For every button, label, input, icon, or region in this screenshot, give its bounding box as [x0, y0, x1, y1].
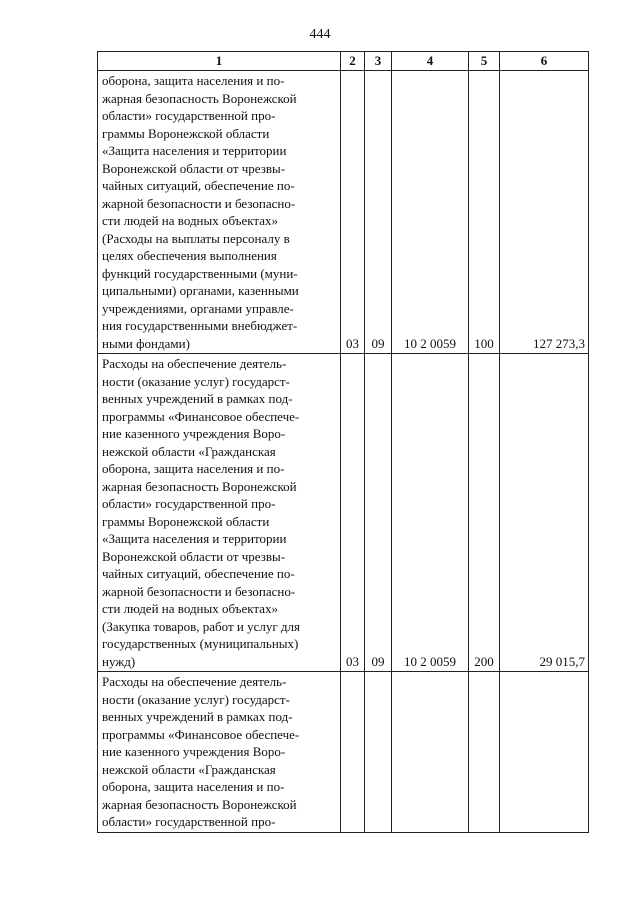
row-section-code: 03 — [341, 71, 365, 354]
row-target-article-code — [392, 672, 469, 833]
row-target-article-code: 10 2 0059 — [392, 71, 469, 354]
row-expense-type-code — [469, 672, 500, 833]
header-col-6: 6 — [500, 52, 589, 71]
header-col-5: 5 — [469, 52, 500, 71]
header-col-1: 1 — [98, 52, 341, 71]
header-col-3: 3 — [365, 52, 392, 71]
table-row — [98, 71, 589, 354]
table-row — [98, 354, 589, 672]
row-amount: 29 015,7 — [500, 354, 589, 672]
row-subsection-code: 09 — [365, 71, 392, 354]
row-expense-type-code: 100 — [469, 71, 500, 354]
page-number: 444 — [309, 27, 331, 42]
header-col-4: 4 — [392, 52, 469, 71]
row-target-article-code: 10 2 0059 — [392, 354, 469, 672]
table-row — [98, 672, 589, 833]
row-description: Расходы на обеспечение деятель- ности (оказание услуг) государст- венных учреждений в рамках под- программы «Финансовое обеспече- ние казенного учреждения Воро- нежской области «Гражданская оборона, защита населения и по- жарная безопасность Воронежской области» государственной про- граммы Воронежской области «Защита населения и территории Воронежской области от чрезвы- чайных ситуаций, обеспечение по- жарной безопасности и безопасно- сти людей на водных объектах» (Закупка товаров, работ и услуг для государственных (муниципальных) нужд) — [98, 354, 341, 672]
row-section-code: 03 — [341, 354, 365, 672]
row-description: Расходы на обеспечение деятель- ности (оказание услуг) государст- венных учреждений в рамках под- программы «Финансовое обеспече- ние казенного учреждения Воро- нежской области «Гражданская оборона, защита населения и по- жарная безопасность Воронежской области» государственной про- — [98, 672, 341, 833]
row-amount: 127 273,3 — [500, 71, 589, 354]
row-subsection-code — [365, 672, 392, 833]
budget-table — [97, 51, 589, 833]
row-section-code — [341, 672, 365, 833]
header-col-2: 2 — [341, 52, 365, 71]
row-description: оборона, защита населения и по- жарная безопасность Воронежской области» государственной про- граммы Воронежской области «Защита населения и территории Воронежской области от чрезвы- чайных ситуаций, обеспечение по- жарной безопасности и безопасно- сти людей на водных объектах» (Расходы на выплаты персоналу в целях обеспечения выполнения функций государственными (муни- ципальными) органами, казенными учреждениями, органами управле- ния государственными внебюджет- ными фондами) — [98, 71, 341, 354]
row-expense-type-code: 200 — [469, 354, 500, 672]
row-subsection-code: 09 — [365, 354, 392, 672]
row-amount — [500, 672, 589, 833]
header-row — [98, 52, 589, 71]
